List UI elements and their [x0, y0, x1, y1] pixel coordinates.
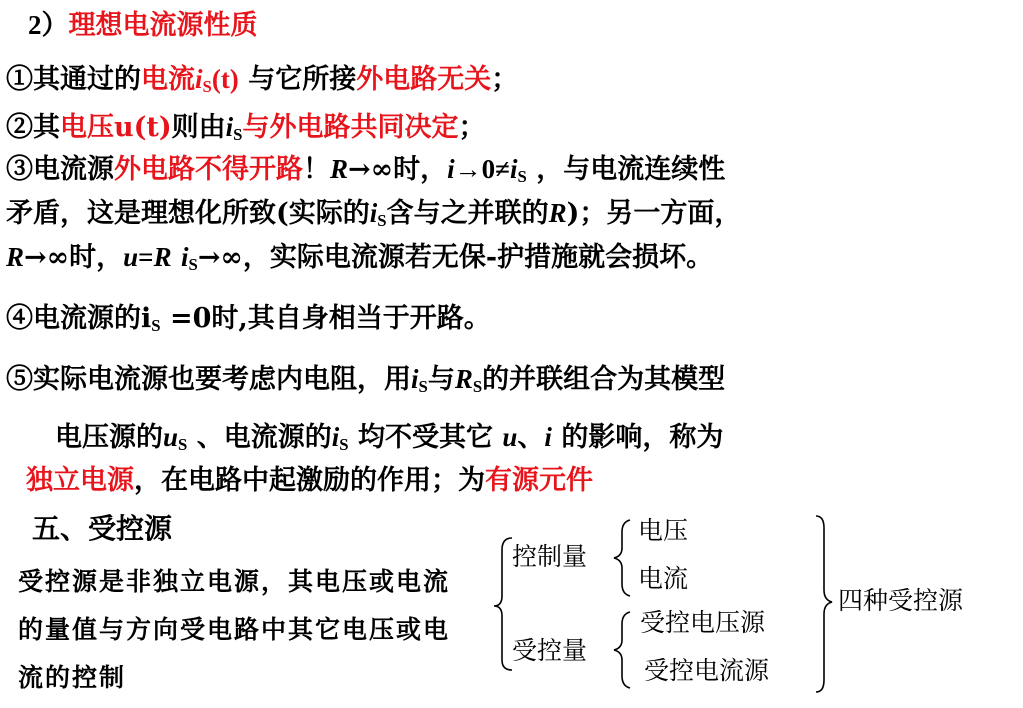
- label-four-types: 四种受控源: [838, 586, 964, 615]
- p5-text-d: 与: [427, 364, 455, 395]
- p6-u2: u: [502, 422, 518, 452]
- p2-text-c: 则由: [171, 112, 226, 143]
- p3l2-sub: S: [377, 211, 387, 231]
- p4-text-c: =0时,其自身相当于开路。: [160, 303, 491, 334]
- p6-i3: i: [544, 422, 552, 452]
- p6-sub: S: [178, 435, 188, 455]
- p6-sub2: S: [339, 435, 349, 455]
- p3-neq: →0≠: [454, 154, 510, 184]
- p3l2-text-f: )；另一方面，: [566, 198, 742, 229]
- label-controlled-quantity: 受控量: [512, 636, 588, 665]
- brace-controlled: [614, 612, 630, 688]
- p2-end: ；: [458, 112, 486, 143]
- p2-decided: 与外电路共同决定: [242, 112, 459, 143]
- p3l3-text-i: →∞，实际电流源若无保-护措施就会损坏。: [197, 242, 714, 273]
- p2-i: i: [225, 112, 234, 142]
- right-brace: [816, 516, 832, 692]
- p3-text-j: ，与电流连续性: [526, 154, 726, 185]
- p2-sub: S: [233, 125, 243, 145]
- p1-sub: S: [202, 77, 212, 97]
- p3l2-R: R: [548, 198, 567, 228]
- p6-active: 有源元件: [485, 465, 593, 496]
- p3l3-text-b: →∞时，: [24, 242, 124, 273]
- p3l3-i: i: [180, 242, 189, 272]
- brace-control: [614, 520, 630, 596]
- p3l3-R2: R: [153, 242, 172, 272]
- label-voltage: 电压: [638, 516, 689, 545]
- p3-text-e: →∞时，: [348, 154, 448, 185]
- p3-R: R: [330, 154, 349, 184]
- p6-text-a: 电压源的: [55, 422, 163, 453]
- p3l2-text-d: 含与之并联的: [386, 198, 549, 229]
- p3-i: i: [447, 154, 455, 184]
- p5-R: R: [454, 364, 473, 394]
- p6l2-text-b: ，在电路中起激励的作用；为: [134, 465, 485, 496]
- p6-independent: 独立电源: [26, 465, 134, 496]
- p6-text-k: 的影响，称为: [551, 422, 724, 453]
- p3l2-text-a: 矛盾，这是理想化所致(实际的: [6, 198, 370, 229]
- p1-current: 电流: [141, 64, 195, 95]
- p6-i: i: [331, 422, 340, 452]
- p4-text-a: ④电流源的i: [6, 303, 152, 334]
- p3l3-eq: =: [138, 242, 154, 272]
- p3l3-R: R: [6, 242, 25, 272]
- p1-t: (t): [211, 64, 239, 94]
- label-control-quantity: 控制量: [512, 542, 588, 571]
- left-brace: [494, 538, 512, 670]
- heading-title: 理想电流源性质: [68, 10, 258, 41]
- p1-text-a: ①其通过的: [6, 64, 141, 95]
- p6-text-d: 、电流源的: [187, 422, 332, 453]
- p2-text-a: ②其: [6, 112, 60, 143]
- p1-text-f: 与它所接: [238, 64, 357, 95]
- p3-excl: ！: [303, 154, 330, 185]
- section-title: 五、受控源: [32, 512, 173, 545]
- controlled-source-definition: 受控源是非独立电源，其电压或电流的量值与方向受电路中其它电压或电流的控制: [18, 567, 451, 692]
- p3l3-u: u: [123, 242, 139, 272]
- p3-no-open: 外电路不得开路: [114, 154, 303, 185]
- heading-number: 2）: [28, 10, 69, 40]
- p6-u: u: [163, 422, 179, 452]
- p5-i: i: [411, 364, 419, 394]
- p5-text-g: 的并联组合为其模型: [482, 364, 726, 395]
- p5-sub: S: [418, 377, 428, 397]
- p1-external: 外电路无关: [356, 64, 492, 95]
- label-current: 电流: [638, 564, 689, 593]
- p2-voltage: 电压u(t): [60, 112, 172, 143]
- p6-dun: 、: [517, 422, 545, 453]
- label-ctrl-current-source: 受控电流源: [644, 656, 770, 685]
- p1-i: i: [195, 64, 203, 94]
- p3-text-a: ③电流源: [6, 154, 114, 185]
- p3-i2: i: [509, 154, 518, 184]
- p5-text-a: ⑤实际电流源也要考虑内电阻，用: [6, 364, 411, 395]
- label-ctrl-voltage-source: 受控电压源: [640, 608, 766, 637]
- p3l2-i: i: [369, 198, 378, 228]
- p4-sub: S: [151, 316, 161, 336]
- p1-end: ；: [491, 64, 519, 95]
- p6-text-g: 均不受其它: [348, 422, 503, 453]
- p5-sub2: S: [472, 377, 483, 397]
- p3-sub: S: [517, 167, 527, 187]
- p3l3-sub: S: [188, 255, 198, 275]
